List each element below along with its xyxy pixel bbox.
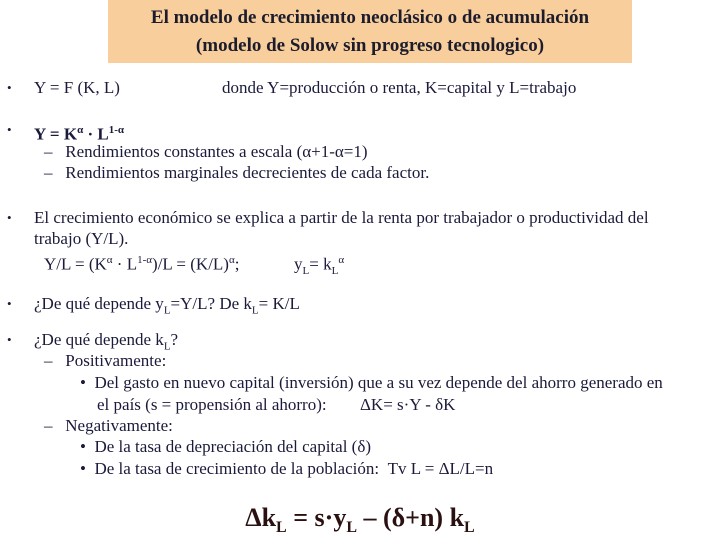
growth-explanation-line-1: El crecimiento económico se explica a partir de la renta por trabajador o productividad del — [34, 208, 649, 227]
bullet-dot: • — [7, 296, 12, 311]
fundamental-equation: $\Delta k_L = s\cdot y_L - (\delta+n)$ $k_L$ — [245, 503, 475, 537]
bullet-dot: • — [7, 122, 12, 137]
population-growth-item: • De la tasa de crecimiento de la población: Tv L = ΔL/L=n — [80, 459, 494, 478]
negatively-heading: – Negativamente: — [44, 416, 173, 435]
yl-formula: $y_L= k_L^\alpha$ — [294, 254, 345, 278]
investment-line-1: • Del gasto en nuevo capital (inversión) que a su vez depende del ahorro generado en — [80, 373, 663, 392]
per-worker-formula: $Y/L = (K^\alpha \cdot L^{1-\alpha})/L = (K/L)^\alpha$; — [44, 254, 240, 274]
sub-item-diminishing-returns: – Rendimientos marginales decrecientes de cada factor. — [44, 163, 430, 182]
question-yl: ¿De qué depende $y_L=Y/L$? De $k_L= K/L$ — [34, 294, 300, 317]
bullet-dot: • — [7, 332, 12, 347]
depreciation-item: • De la tasa de depreciación del capital (δ) — [80, 437, 372, 456]
title-box — [108, 0, 632, 63]
production-function: Y = F (K, L) — [34, 78, 120, 97]
positively-heading: – Positivamente: — [44, 351, 167, 370]
question-kl: ¿De qué depende $k_L$? — [34, 330, 179, 353]
bullet-dot: • — [7, 80, 12, 95]
investment-line-2: el país (s = propensión al ahorro): — [97, 395, 327, 414]
growth-explanation-line-2: trabajo (Y/L). — [34, 229, 129, 248]
title-line-2: (modelo de Solow sin progreso tecnologico) — [195, 35, 545, 56]
sub-item-constant-returns: – Rendimientos constantes a escala (α+1-α=1) — [44, 142, 368, 161]
title-line-1: El modelo de crecimiento neoclásico o de acumulación — [150, 7, 590, 28]
capital-change-formula: ΔK= s·Y - δK — [360, 395, 456, 414]
bullet-dot: • — [7, 210, 12, 225]
production-definition: donde Y=producción o renta, K=capital y L=trabajo — [222, 78, 577, 97]
cobb-douglas-formula: $Y = K^\alpha \cdot L^{1-\alpha}$ — [34, 124, 125, 144]
